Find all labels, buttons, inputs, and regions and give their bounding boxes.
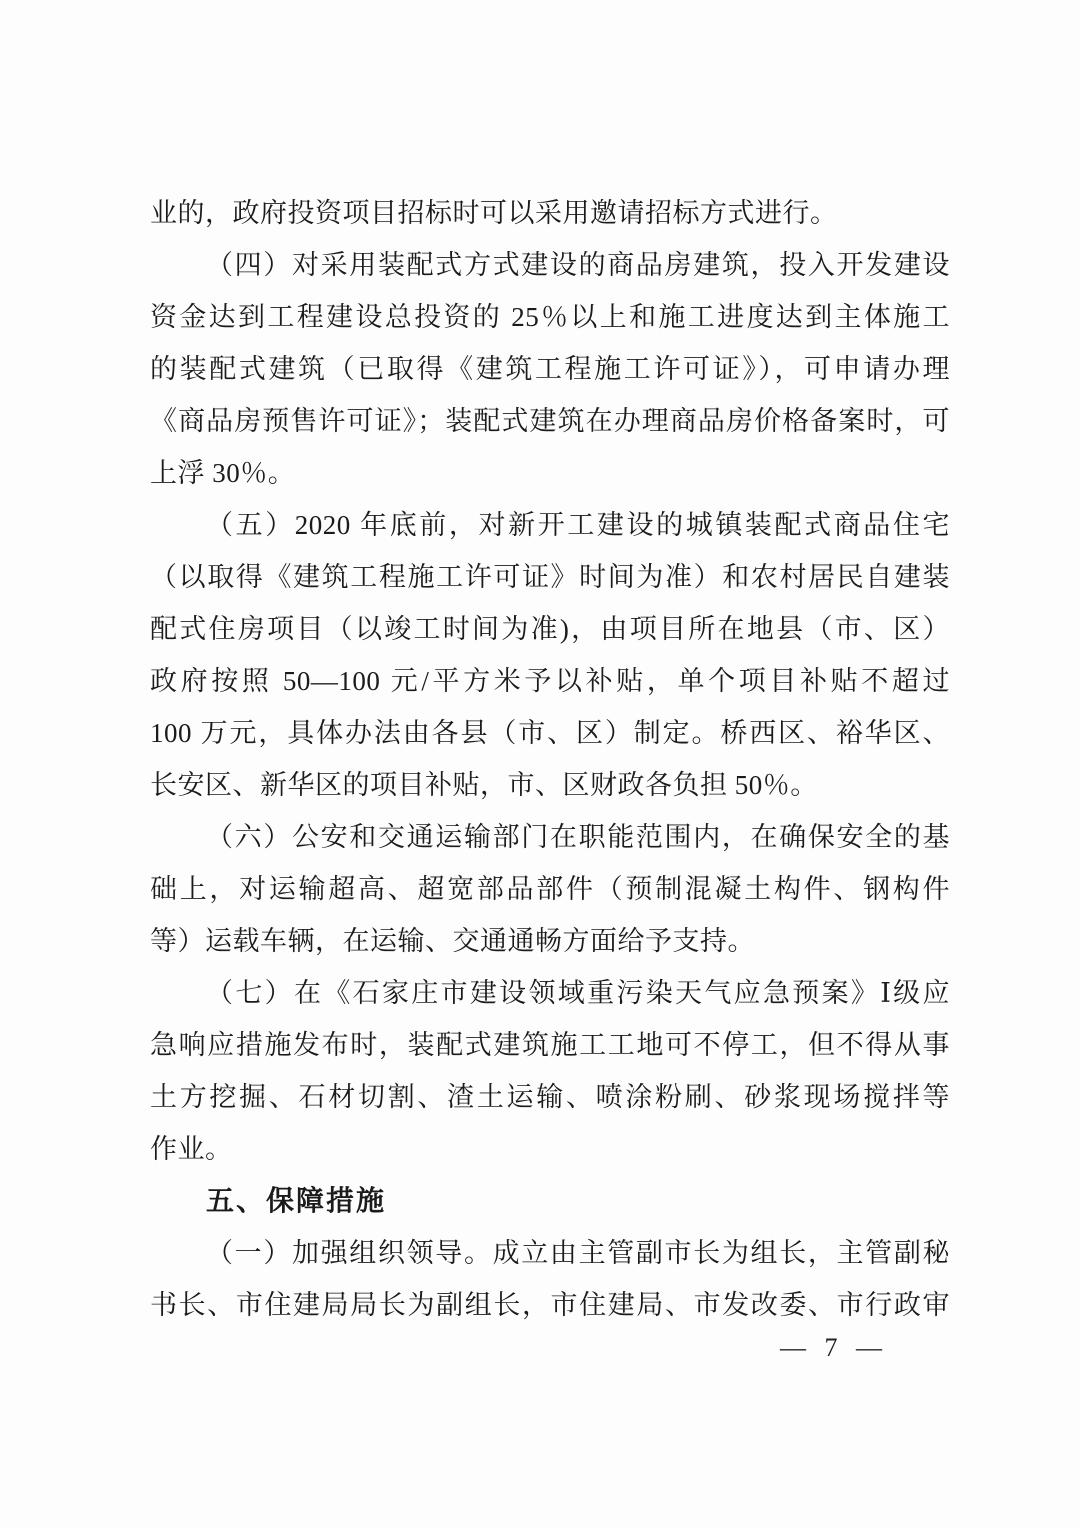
- text-line-17: 急响应措施发布时，装配式建筑施工工地可不停工，但不得从事: [150, 1030, 950, 1060]
- text-line-02: （四）对采用装配式方式建设的商品房建筑，投入开发建设: [206, 250, 950, 280]
- text-line-11: 100 万元，具体办法由各县（市、区）制定。桥西区、裕华区、: [150, 718, 950, 748]
- text-line-21: （一）加强组织领导。成立由主管副市长为组长，主管副秘: [206, 1238, 950, 1268]
- text-line-12: 长安区、新华区的项目补贴，市、区财政各负担 50％。: [150, 770, 818, 800]
- text-line-05: 《商品房预售许可证》；装配式建筑在办理商品房价格备案时，可: [150, 406, 950, 436]
- text-line-07: （五）2020 年底前，对新开工建设的城镇装配式商品住宅: [206, 510, 950, 540]
- text-line-14: 础上，对运输超高、超宽部品部件（预制混凝土构件、钢构件: [150, 874, 950, 904]
- section-heading-safeguard-measures: 五、保障措施: [206, 1185, 387, 1216]
- document-body: [150, 187, 950, 1331]
- text-line-22: 书长、市住建局局长为副组长，市住建局、市发改委、市行政审: [150, 1290, 950, 1320]
- text-line-18: 土方挖掘、石材切割、渣土运输、喷涂粉刷、砂浆现场搅拌等: [150, 1082, 950, 1112]
- text-line-01: 业的，政府投资项目招标时可以采用邀请招标方式进行。: [150, 198, 838, 228]
- text-line-15: 等）运载车辆，在运输、交通通畅方面给予支持。: [150, 926, 755, 956]
- text-line-03: 资金达到工程建设总投资的 25％以上和施工进度达到主体施工: [150, 302, 950, 332]
- page-number: — 7 —: [780, 1333, 888, 1362]
- text-line-09: 配式住房项目（以竣工时间为准)，由项目所在地县（市、区）: [150, 614, 950, 644]
- text-line-04: 的装配式建筑（已取得《建筑工程施工许可证》），可申请办理: [150, 354, 950, 384]
- page-footer: [0, 1330, 1080, 1366]
- text-line-16: （七）在《石家庄市建设领域重污染天气应急预案》Ⅰ级应: [206, 978, 950, 1008]
- text-line-06: 上浮 30％。: [150, 458, 296, 488]
- text-line-19: 作业。: [150, 1134, 233, 1164]
- text-line-10: 政府按照 50—100 元/平方米予以补贴，单个项目补贴不超过: [150, 666, 950, 696]
- text-line-13: （六）公安和交通运输部门在职能范围内，在确保安全的基: [206, 822, 950, 852]
- text-line-08: （以取得《建筑工程施工许可证》时间为准）和农村居民自建装: [150, 562, 950, 592]
